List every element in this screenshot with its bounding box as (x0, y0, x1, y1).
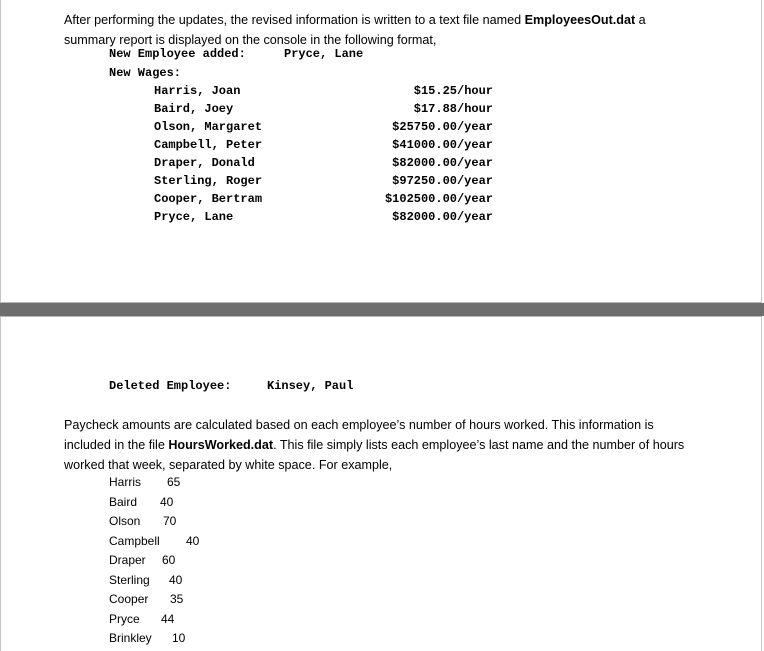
new-wages-label: New Wages: (109, 66, 182, 80)
wage-amount: $25750.00/year (392, 120, 493, 134)
wage-amount: $17.88/hour (413, 102, 493, 116)
document-page-1 (0, 0, 762, 303)
document-page-2 (0, 316, 762, 651)
intro-text-2: a (635, 13, 646, 27)
hours-value: 40 (169, 572, 183, 587)
intro-paragraph (64, 10, 724, 50)
wage-employee-name: Campbell, Peter (154, 138, 263, 152)
hours-employee-name: Baird (109, 494, 138, 509)
hours-filename: HoursWorked.dat (168, 438, 274, 452)
hours-value: 70 (163, 514, 177, 528)
paycheck-text-4: worked that week, separated by white space. For example, (64, 458, 393, 472)
new-employee-label: New Employee added: (109, 47, 246, 61)
hours-value: 40 (186, 533, 200, 548)
hours-employee-name: Harris (109, 475, 141, 489)
hours-employee-name: Campbell (109, 533, 160, 548)
hours-value: 60 (162, 553, 176, 567)
hours-value: 40 (160, 494, 174, 509)
wage-amount: $82000.00/year (392, 156, 493, 170)
wage-employee-name: Baird, Joey (154, 102, 234, 116)
paycheck-text-2: included in the file (64, 438, 169, 452)
hours-employee-name: Brinkley (109, 631, 152, 645)
deleted-employee-label: Deleted Employee: (109, 379, 232, 393)
hours-value: 10 (172, 631, 186, 645)
hours-employee-name: Cooper (109, 592, 149, 606)
paycheck-text-1: Paycheck amounts are calculated based on each employee’s number of hours worked. This information is (64, 418, 654, 432)
hours-value: 35 (170, 592, 184, 606)
wage-amount: $97250.00/year (392, 174, 493, 188)
wage-employee-name: Harris, Joan (154, 84, 241, 98)
page-gap (0, 303, 764, 316)
hours-employee-name: Draper (109, 553, 146, 567)
hours-employee-name: Sterling (109, 572, 150, 587)
wage-employee-name: Pryce, Lane (154, 210, 234, 224)
intro-text-3: summary report is displayed on the console in the following format, (64, 33, 437, 47)
wage-employee-name: Sterling, Roger (154, 174, 263, 188)
wage-employee-name: Cooper, Bertram (154, 192, 263, 206)
wage-amount: $102500.00/year (384, 192, 493, 206)
wage-employee-name: Draper, Donald (154, 156, 255, 170)
paycheck-text-3: . This file simply lists each employee’s last name and the number of hours (273, 438, 685, 452)
hours-value: 65 (167, 475, 181, 489)
wage-amount: $15.25/hour (413, 84, 493, 98)
wage-amount: $41000.00/year (392, 138, 493, 152)
wage-amount: $82000.00/year (392, 210, 493, 224)
intro-text-1: After performing the updates, the revised information is written to a text file named (64, 13, 525, 27)
wage-employee-name: Olson, Margaret (154, 120, 263, 134)
paycheck-paragraph (64, 415, 724, 475)
deleted-employee-name: Kinsey, Paul (267, 379, 354, 393)
hours-value: 44 (161, 611, 175, 626)
output-filename: EmployeesOut.dat (524, 13, 636, 27)
new-employee-name: Pryce, Lane (284, 47, 364, 61)
hours-employee-name: Pryce (109, 611, 140, 626)
hours-employee-name: Olson (109, 514, 141, 528)
